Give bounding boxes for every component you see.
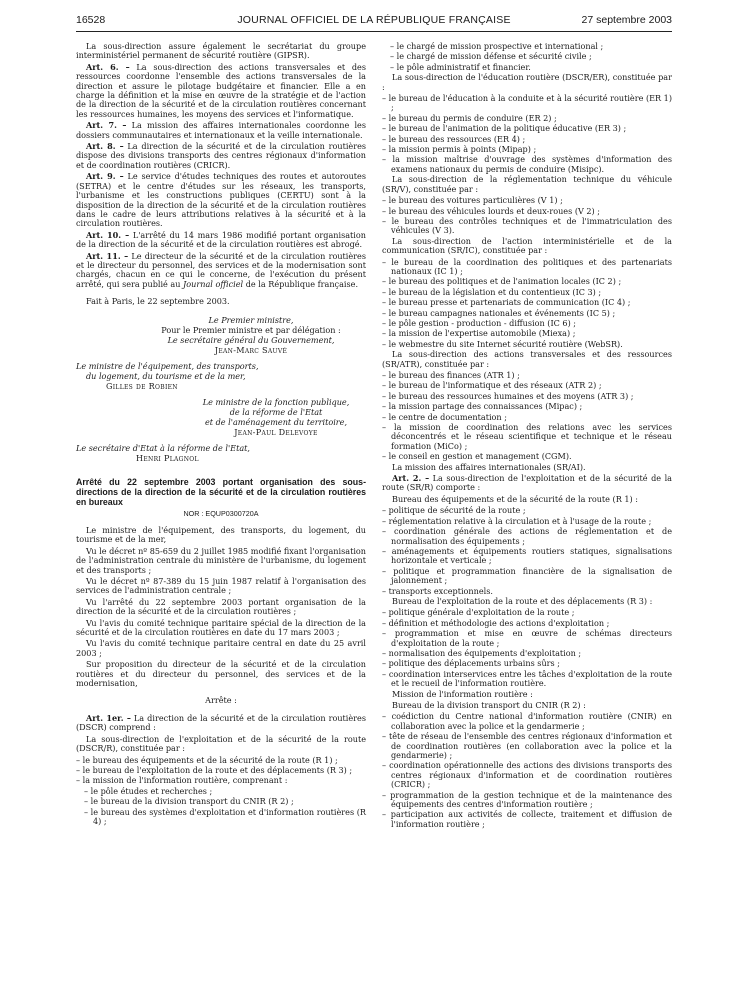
list-item: – le bureau de l'exploitation de la route et des déplacements (R 3) ; <box>76 764 353 775</box>
list-item: – le bureau de l'éducation à la conduite et à la sécurité routière (ER 1) ; <box>382 93 672 113</box>
article-text: L'arrêté du 14 mars 1986 modifié portant organisation de la direction de la sécurité et de la circulation routières est abrogé. <box>76 229 366 250</box>
list-item: – définition et méthodologie des actions d'exploitation ; <box>382 617 610 628</box>
article-label: Art. 6. – <box>86 61 130 72</box>
list-item: – la mission de coordination des relations avec les services déconcentrés et le réseau scientifique et technique et le réseau formation (MiCo) ; <box>382 422 672 451</box>
article-2 <box>382 474 672 493</box>
arrete-heading: Arrête : <box>205 695 237 706</box>
list-item: – le bureau des politiques et de l'animation locales (IC 2) ; <box>382 276 622 287</box>
list-item: – la mission permis à points (Mipap) ; <box>382 144 537 155</box>
list-item: – politique de sécurité de la route ; <box>382 505 526 516</box>
journal-reference: Journal officiel <box>183 278 244 289</box>
article-text: de la République française. <box>243 278 359 289</box>
visa: Sur proposition du directeur de la sécurité et de la circulation routières et du directeur du personnel, des services et de la modernisation, <box>76 659 366 689</box>
signatory-name: Gilles de Robien <box>106 380 178 391</box>
list-item: – coordination interservices entre les tâches d'exploitation de la route et le recueil de l'information routière. <box>382 668 672 689</box>
list-item: – le pôle administratif et financier. <box>390 61 531 72</box>
signature-block <box>76 397 366 437</box>
publication-date: 27 septembre 2003 <box>581 14 672 26</box>
article-10 <box>76 231 366 250</box>
list-item: – le chargé de mission défense et sécurité civile ; <box>390 51 592 62</box>
left-column <box>76 42 366 827</box>
signatory-delegation: Pour le Premier ministre et par délégation : <box>161 324 341 335</box>
list-item: – le bureau des équipements et de la sécurité de la route (R 1) ; <box>76 754 338 765</box>
list-item: – le bureau de la législation et du contentieux (IC 3) ; <box>382 286 602 297</box>
signatory-title: de la réforme de l'Etat <box>229 406 323 417</box>
list-item: – transports exceptionnels. <box>382 585 493 596</box>
paragraph: La sous-direction de l'action interministérielle et de la communication (SR/IC), constituée par : <box>382 235 672 256</box>
signatory-name: Jean-Paul Delevoye <box>234 426 318 437</box>
list-item: – le bureau des contrôles techniques et de l'immatriculation des véhicules (V 3). <box>382 215 672 236</box>
list-item: – la mission partage des connaissances (Mipac) ; <box>382 401 583 412</box>
article-7 <box>76 121 366 140</box>
list-item: – le bureau campagnes nationales et événements (IC 5) ; <box>382 307 616 318</box>
article-8 <box>76 142 366 170</box>
list-item: – la mission de l'information routière, comprenant : <box>76 775 288 786</box>
list-item: – le bureau des ressources (ER 4) ; <box>382 133 526 144</box>
list-item: – politique générale d'exploitation de la route ; <box>382 607 575 618</box>
signature-block <box>76 443 366 463</box>
signatory-name: Henri Plagnol <box>136 452 199 463</box>
list-item: – programmation de la gestion technique et de la maintenance des équipements des centres d'information routière ; <box>382 789 672 810</box>
list-item: – le bureau du permis de conduire (ER 2) ; <box>382 112 557 123</box>
list-item: – coédiction du Centre national d'information routière (CNIR) en collaboration avec la police et la gendarmerie ; <box>382 711 672 731</box>
list-item: – coordination opérationnelle des actions des divisions transports des centres régionaux d'information et de coordination routières (CRICR) ; <box>382 760 672 790</box>
list-item: – programmation et mise en œuvre de schémas directeurs d'exploitation de la route ; <box>382 628 672 648</box>
signatory-title: Le secrétaire général du Gouvernement, <box>167 334 335 345</box>
list-item: – politique des déplacements urbains sûrs ; <box>382 658 560 669</box>
signature-block <box>76 315 366 355</box>
visa: Le ministre de l'équipement, des transports, du logement, du tourisme et de la mer, <box>76 524 366 545</box>
article-1 <box>76 714 366 733</box>
paragraph: Bureau de l'exploitation de la route et des déplacements (R 3) : <box>392 595 653 606</box>
article-6 <box>76 63 366 119</box>
list-item: – le bureau des finances (ATR 1) ; <box>382 370 520 380</box>
list-item: – le webmestre du site Internet sécurité routière (WebSR). <box>382 338 623 349</box>
list-item: – réglementation relative à la circulation et à l'usage de la route ; <box>382 515 652 526</box>
article-label: Art. 1er. – <box>86 712 131 723</box>
article-label: Art. 2. – <box>392 473 430 484</box>
article-text: Le directeur de la sécurité et de la circulation routières et le directeur du personnel, des services et de la modernisation sont chargés, chacun en ce qui le concerne, de l'exécution du présent arrêté, qui sera publié au <box>76 250 366 289</box>
paragraph: Bureau de la division transport du CNIR (R 2) : <box>392 700 586 710</box>
paragraph: Mission de l'information routière : <box>392 688 533 699</box>
right-column <box>382 42 672 830</box>
signing-date: Fait à Paris, le 22 septembre 2003. <box>86 296 230 307</box>
article-text: La sous-direction de l'exploitation et de la sécurité de la route (SR/R) comporte : <box>382 473 672 493</box>
decree-title: Arrêté du 22 septembre 2003 portant organisation des sous-directions de la direction de la sécurité et de la circulation routières en bureaux <box>76 476 366 507</box>
article-text: La mission des affaires internationales coordonne les dossiers communautaires et internationaux et la veille internationale. <box>76 120 366 140</box>
paragraph: Bureau des équipements et de la sécurité de la route (R 1) : <box>392 493 638 504</box>
article-label: Art. 8. – <box>86 141 124 152</box>
list-item: – tête de réseau de l'ensemble des centres régionaux d'information et de coordination routières (en collaboration avec la police et la gendarmerie) ; <box>382 731 672 761</box>
paragraph: La sous-direction assure également le secrétariat du groupe interministériel permanent de sécurité routière (GIPSR). <box>76 41 366 61</box>
list-item: – le bureau de l'informatique et des réseaux (ATR 2) ; <box>382 380 602 391</box>
list-item: – le conseil en gestion et management (CGM). <box>382 451 572 462</box>
signatory-title: et de l'aménagement du territoire, <box>204 416 348 427</box>
nor-reference: NOR : EQUP0300720A <box>183 508 259 518</box>
article-label: Art. 11. – <box>86 250 129 261</box>
paragraph: La sous-direction de l'éducation routière (DSCR/ER), constituée par : <box>382 72 672 92</box>
list-item: – le bureau de la coordination des politiques et des partenariats nationaux (IC 1) ; <box>382 256 672 276</box>
list-item: – aménagements et équipements routiers statiques, signalisations horizontale et verticale ; <box>382 545 672 566</box>
article-label: Art. 9. – <box>86 171 124 182</box>
visa: Vu l'avis du comité technique paritaire central en date du 25 avril 2003 ; <box>76 638 366 658</box>
list-item: – participation aux activités de collecte, traitement et diffusion de l'information routière ; <box>382 809 672 829</box>
journal-title: JOURNAL OFFICIEL DE LA RÉPUBLIQUE FRANÇAISE <box>237 14 511 26</box>
visa: Vu l'avis du comité technique paritaire spécial de la direction de la sécurité et de la circulation routières en date du 17 mars 2003 ; <box>76 617 366 638</box>
visa: Vu le décret nº 87-389 du 15 juin 1987 relatif à l'organisation des services de l'administration centrale ; <box>76 576 366 596</box>
visa: Vu le décret nº 85-659 du 2 juillet 1985 modifié fixant l'organisation de l'administration centrale du ministère de l'urbanisme, du logement et des transports ; <box>76 545 366 575</box>
list-item: – le pôle gestion - production - diffusion (IC 6) ; <box>382 317 577 328</box>
list-item: – la mission maîtrise d'ouvrage des systèmes d'information des examens nationaux du permis de conduire (Misipc). <box>382 154 672 174</box>
signatory-title: du logement, du tourisme et de la mer, <box>86 370 246 381</box>
paragraph: La sous-direction de la réglementation technique du véhicule (SR/V), constituée par : <box>382 174 672 194</box>
article-text: La direction de la sécurité et de la circulation routières (DSCR) comprend : <box>76 712 366 733</box>
list-item: – le bureau des véhicules lourds et deux-roues (V 2) ; <box>382 205 601 216</box>
article-11 <box>76 252 366 290</box>
list-item: – le chargé de mission prospective et international ; <box>390 41 604 51</box>
signatory-title: Le ministre de la fonction publique, <box>202 396 350 407</box>
article-text: La sous-direction des actions transversales et des ressources coordonne l'ensemble des actions transversales de la direction et assure le pilotage budgétaire et financier. Elle a en charge la définition et la mise en œuvre de la stratégie et de l'action de la direction de la sécurité et de la circulation routières concernant les ressources humaines, les moyens des services et l'informatique. <box>76 61 366 119</box>
page-number: 16528 <box>76 14 106 26</box>
list-item: – coordination générale des actions de réglementation et de normalisation des équipements ; <box>382 526 672 546</box>
list-item: – le bureau des voitures particulières (V 1) ; <box>382 195 563 206</box>
list-item: – le bureau des ressources humaines et des moyens (ATR 3) ; <box>382 390 634 401</box>
signature-block <box>76 361 366 391</box>
article-label: Art. 10. – <box>86 229 130 240</box>
article-text: Le service d'études techniques des routes et autoroutes (SETRA) et le centre d'études sur les réseaux, les transports, l'urbanisme et les constructions publiques (CERTU) sont à la disposition de la direction de la sécurité et de la circulation routières dans le cadre de leurs attributions relatives à la sécurité et à la circulation routières. <box>76 171 367 229</box>
list-item: – le bureau de l'animation de la politique éducative (ER 3) ; <box>382 123 627 134</box>
signatory-title: Le ministre de l'équipement, des transports, <box>76 360 259 371</box>
paragraph: La sous-direction des actions transversales et des ressources (SR/ATR), constituée par : <box>382 349 672 369</box>
visa: Vu l'arrêté du 22 septembre 2003 portant organisation de la direction de la sécurité et de la circulation routières ; <box>76 596 366 617</box>
list-item: – le bureau presse et partenariats de communication (IC 4) ; <box>382 297 631 308</box>
article-9 <box>76 172 366 228</box>
paragraph: La mission des affaires internationales (SR/AI). <box>392 461 586 472</box>
article-text: La direction de la sécurité et de la circulation routières dispose des divisions transports des centres régionaux d'information et de coordination routières (CRICR). <box>76 141 367 170</box>
page-header <box>76 14 672 30</box>
list-item: – normalisation des équipements d'exploitation ; <box>382 647 582 658</box>
paragraph: La sous-direction de l'exploitation et de la sécurité de la route (DSCR/R), constituée par : <box>76 733 366 754</box>
list-item: – politique et programmation financière de la signalisation de jalonnement ; <box>382 565 672 586</box>
signatory-title: Le Premier ministre, <box>208 314 294 325</box>
list-item: – le bureau des systèmes d'exploitation et d'information routières (R 4) ; <box>84 806 366 826</box>
list-item: – le centre de documentation ; <box>382 411 507 422</box>
article-label: Art. 7. – <box>86 120 127 131</box>
list-item: – le pôle études et recherches ; <box>84 785 213 796</box>
list-item: – le bureau de la division transport du CNIR (R 2) ; <box>84 796 294 807</box>
list-item: – la mission de l'expertise automobile (Miexa) ; <box>382 328 576 339</box>
signatory-title: Le secrétaire d'Etat à la réforme de l'Etat, <box>76 442 250 453</box>
header-rule <box>76 31 672 32</box>
signatory-name: Jean-Marc Sauvé <box>214 344 288 355</box>
